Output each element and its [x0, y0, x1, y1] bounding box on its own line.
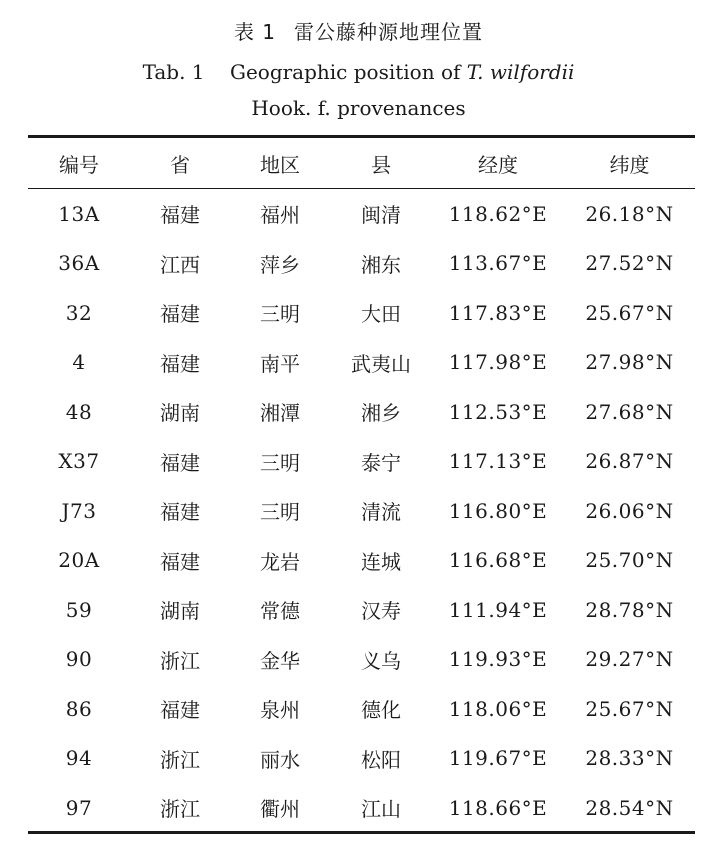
header-county: 县: [371, 152, 391, 177]
table-row: [28, 635, 695, 685]
cell-province: 福建: [160, 698, 200, 723]
cell-province: 福建: [160, 351, 200, 376]
cell-longitude: 113.67°E: [448, 251, 548, 276]
cell-code: 32: [65, 300, 93, 325]
cell-region: 萍乡: [260, 252, 300, 277]
header-longitude: 经度: [478, 152, 518, 177]
cell-county: 湘乡: [361, 401, 401, 426]
table-row: [28, 188, 695, 239]
table-row: [28, 486, 695, 536]
cell-latitude: 28.78°N: [585, 597, 674, 622]
table-row: [28, 536, 695, 586]
cell-county: 泰宁: [361, 450, 401, 475]
table-title-english-prefix: Tab. 1 Geographic position of: [142, 60, 467, 84]
cell-county: 连城: [361, 549, 401, 574]
table-caption-english: [0, 58, 717, 86]
cell-code: 36A: [58, 251, 100, 276]
cell-code: 4: [72, 350, 86, 375]
table-number: 表 1: [233, 20, 277, 44]
table-row: [28, 288, 695, 338]
cell-longitude: 118.06°E: [448, 696, 548, 721]
cell-latitude: 25.67°N: [585, 300, 674, 325]
cell-province: 浙江: [160, 648, 200, 673]
cell-county: 江山: [361, 797, 401, 822]
cell-latitude: 27.98°N: [585, 350, 674, 375]
table-row: [28, 684, 695, 734]
table-row: [28, 338, 695, 388]
cell-code: 86: [65, 696, 93, 721]
cell-latitude: 27.68°N: [585, 399, 674, 424]
cell-region: 常德: [260, 599, 300, 624]
cell-code: 20A: [58, 548, 100, 573]
cell-county: 大田: [361, 302, 401, 327]
table-row: [28, 734, 695, 784]
table-caption-chinese: [0, 18, 717, 46]
cell-longitude: 119.93°E: [448, 647, 548, 672]
cell-province: 湖南: [160, 599, 200, 624]
header-code: 编号: [59, 152, 99, 177]
cell-region: 三明: [260, 302, 300, 327]
cell-county: 湘东: [361, 252, 401, 277]
cell-province: 浙江: [160, 747, 200, 772]
cell-code: 48: [65, 399, 93, 424]
cell-region: 泉州: [260, 698, 300, 723]
cell-province: 福建: [160, 203, 200, 228]
cell-province: 福建: [160, 302, 200, 327]
cell-region: 福州: [260, 203, 300, 228]
cell-county: 德化: [361, 698, 401, 723]
table-row: [28, 387, 695, 437]
cell-county: 清流: [361, 500, 401, 525]
species-name: T. wilfordii: [466, 60, 575, 84]
cell-code: 97: [65, 795, 93, 820]
cell-latitude: 25.67°N: [585, 696, 674, 721]
cell-county: 汉寿: [361, 599, 401, 624]
header-row: [28, 138, 695, 188]
cell-province: 浙江: [160, 797, 200, 822]
cell-longitude: 112.53°E: [448, 399, 548, 424]
cell-longitude: 111.94°E: [448, 597, 548, 622]
table-row: [28, 783, 695, 833]
table-caption-english-line2: Hook. f. provenances: [251, 96, 466, 120]
cell-province: 福建: [160, 450, 200, 475]
cell-region: 三明: [260, 500, 300, 525]
cell-region: 龙岩: [260, 549, 300, 574]
cell-code: 90: [65, 647, 93, 672]
cell-county: 义乌: [361, 648, 401, 673]
cell-longitude: 116.68°E: [448, 548, 548, 573]
cell-region: 金华: [260, 648, 300, 673]
table-title-chinese: 雷公藤种源地理位置: [294, 20, 484, 44]
header-latitude: 纬度: [609, 152, 650, 177]
cell-code: J73: [61, 498, 97, 523]
cell-code: 94: [65, 746, 93, 771]
provenance-table: [28, 138, 695, 833]
cell-code: 59: [65, 597, 93, 622]
cell-latitude: 26.87°N: [585, 449, 674, 474]
cell-longitude: 118.66°E: [448, 795, 548, 820]
cell-longitude: 116.80°E: [448, 498, 548, 523]
cell-latitude: 29.27°N: [585, 647, 674, 672]
cell-latitude: 28.33°N: [585, 746, 674, 771]
header-province: 省: [170, 152, 190, 177]
cell-region: 丽水: [260, 747, 300, 772]
cell-county: 闽清: [361, 203, 401, 228]
cell-latitude: 25.70°N: [585, 548, 674, 573]
cell-latitude: 26.06°N: [585, 498, 674, 523]
cell-latitude: 28.54°N: [585, 795, 674, 820]
cell-region: 衢州: [260, 797, 300, 822]
cell-code: X37: [58, 449, 100, 474]
cell-province: 湖南: [160, 401, 200, 426]
cell-county: 武夷山: [351, 351, 411, 376]
cell-code: 13A: [58, 201, 100, 226]
cell-region: 三明: [260, 450, 300, 475]
cell-longitude: 119.67°E: [448, 746, 548, 771]
cell-province: 福建: [160, 500, 200, 525]
cell-latitude: 26.18°N: [585, 201, 674, 226]
table-row: [28, 585, 695, 635]
cell-longitude: 117.98°E: [448, 350, 548, 375]
cell-latitude: 27.52°N: [585, 251, 674, 276]
cell-region: 南平: [260, 351, 300, 376]
header-region: 地区: [260, 152, 300, 177]
cell-province: 江西: [160, 252, 200, 277]
table-row: [28, 239, 695, 289]
cell-longitude: 117.83°E: [448, 300, 548, 325]
cell-longitude: 117.13°E: [448, 449, 548, 474]
cell-region: 湘潭: [260, 401, 300, 426]
table-body: [28, 188, 695, 833]
cell-province: 福建: [160, 549, 200, 574]
cell-longitude: 118.62°E: [448, 201, 548, 226]
table-row: [28, 437, 695, 487]
cell-county: 松阳: [361, 747, 401, 772]
